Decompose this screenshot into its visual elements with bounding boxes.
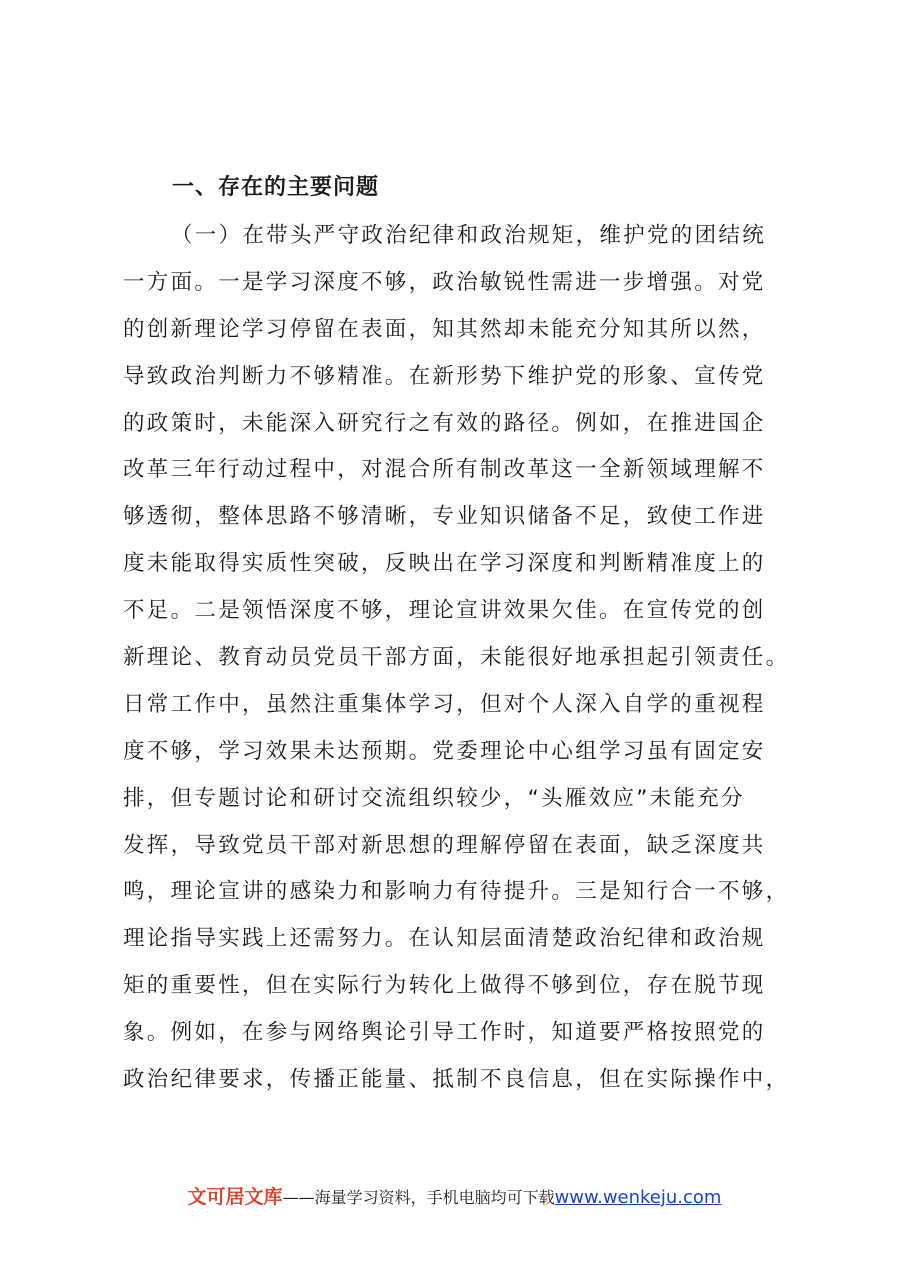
body-paragraph xyxy=(123,213,795,1104)
text-line: 度未能取得实质性突破，反映出在学习深度和判断精准度上的 xyxy=(123,551,766,577)
text-line: 导致政治判断力不够精准。在新形势下维护党的形象、宣传党 xyxy=(123,363,766,389)
text-line: 发挥，导致党员干部对新思想的理解停留在表面，缺乏深度共 xyxy=(123,832,766,858)
text-line: 改革三年行动过程中，对混合所有制改革这一全新领域理解不 xyxy=(123,457,766,483)
section-heading: 一、存在的主要问题 xyxy=(172,175,380,200)
text-line: 日常工作中，虽然注重集体学习，但对个人深入自学的重视程 xyxy=(123,691,766,717)
text-line: 排，但专题讨论和研讨交流组织较少，“头雁效应”未能充分 xyxy=(123,785,745,811)
text-line: 一方面。一是学习深度不够，政治敏锐性需进一步增强。对党 xyxy=(123,269,766,295)
text-line: （一）在带头严守政治纪律和政治规矩，维护党的团结统 xyxy=(171,223,767,248)
text-line: 的政策时，未能深入研究行之有效的路径。例如，在推进国企 xyxy=(123,410,766,436)
text-line: 矩的重要性，但在实际行为转化上做得不够到位，存在脱节现 xyxy=(123,973,766,999)
text-line: 够透彻，整体思路不够清晰，专业知识储备不足，致使工作进 xyxy=(123,504,766,530)
text-line: 度不够，学习效果未达预期。党委理论中心组学习虽有固定安 xyxy=(123,738,766,764)
page-footer xyxy=(0,1182,909,1209)
footer-tagline: ——海量学习资料，手机电脑均可下载 xyxy=(282,1188,555,1207)
text-line: 的创新理论学习停留在表面，知其然却未能充分知其所以然， xyxy=(123,316,766,342)
text-line: 不足。二是领悟深度不够，理论宣讲效果欠佳。在宣传党的创 xyxy=(123,598,766,624)
text-line: 政治纪律要求，传播正能量、抵制不良信息，但在实际操作中， xyxy=(123,1067,790,1093)
text-line: 象。例如，在参与网络舆论引导工作时，知道要严格按照党的 xyxy=(123,1020,766,1046)
footer-link[interactable]: www.wenkeju.com xyxy=(554,1187,722,1208)
text-line: 新理论、教育动员党员干部方面，未能很好地承担起引领责任。 xyxy=(123,645,790,671)
footer-brand: 文可居文库 xyxy=(187,1186,283,1208)
text-line: 理论指导实践上还需努力。在认知层面清楚政治纪律和政治规 xyxy=(123,926,766,952)
text-line: 鸣，理论宣讲的感染力和影响力有待提升。三是知行合一不够， xyxy=(123,879,790,905)
